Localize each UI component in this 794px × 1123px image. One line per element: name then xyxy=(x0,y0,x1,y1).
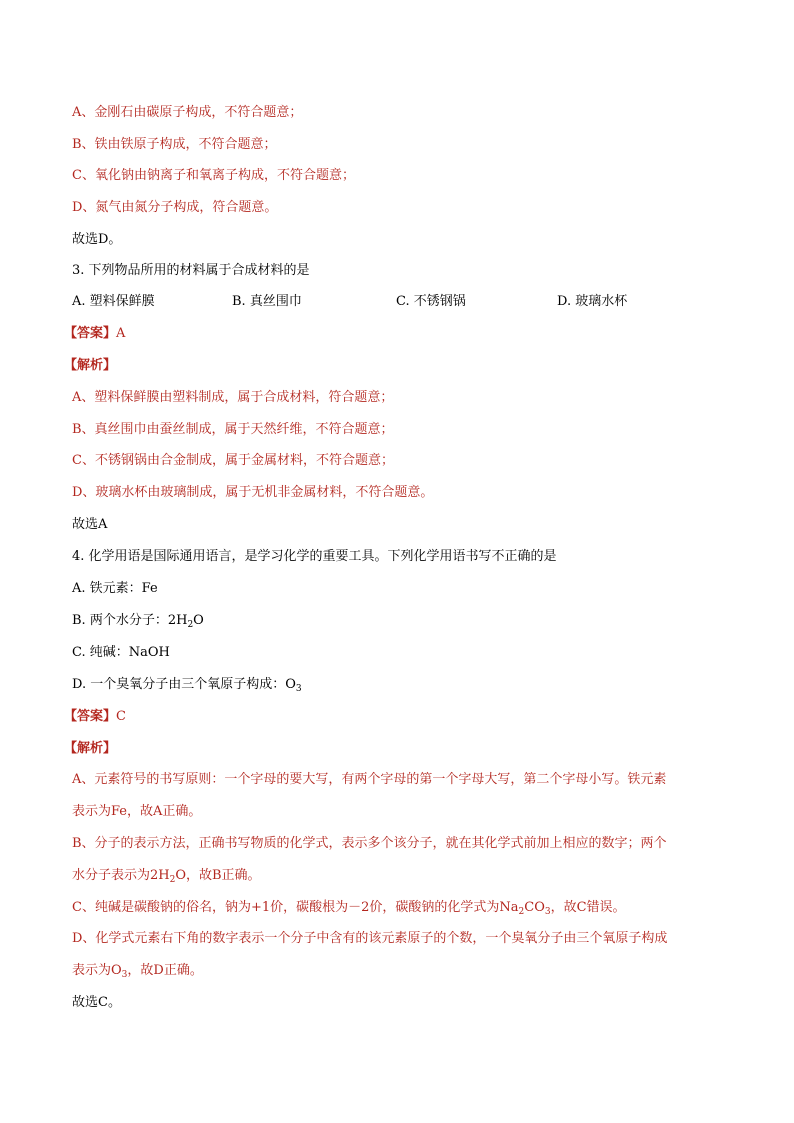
q4-option-d-prefix: D. 一个臭氧分子由三个氧原子构成：O xyxy=(72,677,296,692)
q4-option-b-prefix: B. 两个水分子：2H xyxy=(72,613,188,628)
q3-answer-label: 【答案】 xyxy=(64,326,117,341)
q3-answer-value: A xyxy=(116,326,126,341)
q3-analysis-a: A、塑料保鲜膜由塑料制成，属于合成材料，符合题意； xyxy=(72,390,394,405)
q3-analysis-c: C、不锈钢锅由合金制成，属于金属材料，不符合题意； xyxy=(72,453,394,468)
prev-analysis-c: C、氧化钠由钠离子和氧离子构成，不符合题意； xyxy=(72,168,355,183)
q4-analysis-c xyxy=(72,899,626,917)
q4-analysis-label: 【解析】 xyxy=(64,741,117,756)
q3-analysis-d: D、玻璃水杯由玻璃制成，属于无机非金属材料，不符合题意。 xyxy=(72,485,434,500)
prev-conclusion: 故选D。 xyxy=(72,232,122,247)
q4-option-b-suffix: O xyxy=(193,613,204,628)
q3-option-d: D. 玻璃水杯 xyxy=(557,294,628,309)
q4-option-c: C. 纯碱：NaOH xyxy=(72,645,170,660)
q3-option-c: C. 不锈钢锅 xyxy=(396,294,466,309)
q3-stem: 3. 下列物品所用的材料属于合成材料的是 xyxy=(72,263,310,278)
q4-b-line2-sub: 2 xyxy=(169,875,176,885)
q4-option-b-sub: 2 xyxy=(187,620,194,630)
q4-option-d xyxy=(72,676,302,694)
q3-option-a: A. 塑料保鲜膜 xyxy=(72,294,155,309)
q3-analysis-b: B、真丝围巾由蚕丝制成，属于天然纤维，不符合题意； xyxy=(72,422,394,437)
q4-analysis-d-line2 xyxy=(72,962,203,980)
q4-b-line2-suffix: O，故B正确。 xyxy=(175,868,261,883)
q4-d-line2-sub: 3 xyxy=(121,970,128,980)
q4-option-a: A. 铁元素：Fe xyxy=(72,581,158,596)
q4-d-line2-suffix: ，故D正确。 xyxy=(127,963,203,978)
q4-analysis-a-line1: A、元素符号的书写原则：一个字母的要大写，有两个字母的第一个字母大写，第二个字母小写。铁元素 xyxy=(72,772,667,787)
q4-option-d-sub: 3 xyxy=(295,684,302,694)
prev-analysis-d: D、氮气由氮分子构成，符合题意。 xyxy=(72,200,278,215)
q4-b-line2-prefix: 水分子表示为2H xyxy=(72,868,170,883)
q4-answer xyxy=(64,708,126,726)
q4-analysis-b-line2 xyxy=(72,867,261,885)
q3-analysis-label: 【解析】 xyxy=(64,358,117,373)
q4-c-sub1: 2 xyxy=(518,907,525,917)
q4-c-mid: CO xyxy=(524,900,545,915)
q4-analysis-b-line1: B、分子的表示方法，正确书写物质的化学式，表示多个该分子，就在其化学式前加上相应的数字；两个 xyxy=(72,836,667,851)
q3-answer xyxy=(64,325,125,343)
q4-c-sub2: 3 xyxy=(544,907,551,917)
q4-analysis-a-line2: 表示为Fe，故A正确。 xyxy=(72,804,202,819)
q4-option-b xyxy=(72,612,204,630)
q4-c-suffix: ，故C错误。 xyxy=(550,900,626,915)
q4-conclusion: 故选C。 xyxy=(72,995,121,1010)
q3-option-b: B. 真丝围巾 xyxy=(232,294,302,309)
q4-c-prefix: C、纯碱是碳酸钠的俗名，钠为+1价，碳酸根为－2价，碳酸钠的化学式为Na xyxy=(72,900,519,915)
q3-conclusion: 故选A xyxy=(72,517,108,532)
q4-stem: 4. 化学用语是国际通用语言，是学习化学的重要工具。下列化学用语书写不正确的是 xyxy=(72,549,557,564)
q4-answer-label: 【答案】 xyxy=(64,709,117,724)
q4-answer-value: C xyxy=(116,709,126,724)
q4-d-line2-prefix: 表示为O xyxy=(72,963,122,978)
prev-analysis-b: B、铁由铁原子构成，不符合题意； xyxy=(72,137,277,152)
q4-analysis-d-line1: D、化学式元素右下角的数字表示一个分子中含有的该元素原子的个数，一个臭氧分子由三个氧原子构成 xyxy=(72,931,668,946)
prev-analysis-a: A、金刚石由碳原子构成，不符合题意； xyxy=(72,105,303,120)
